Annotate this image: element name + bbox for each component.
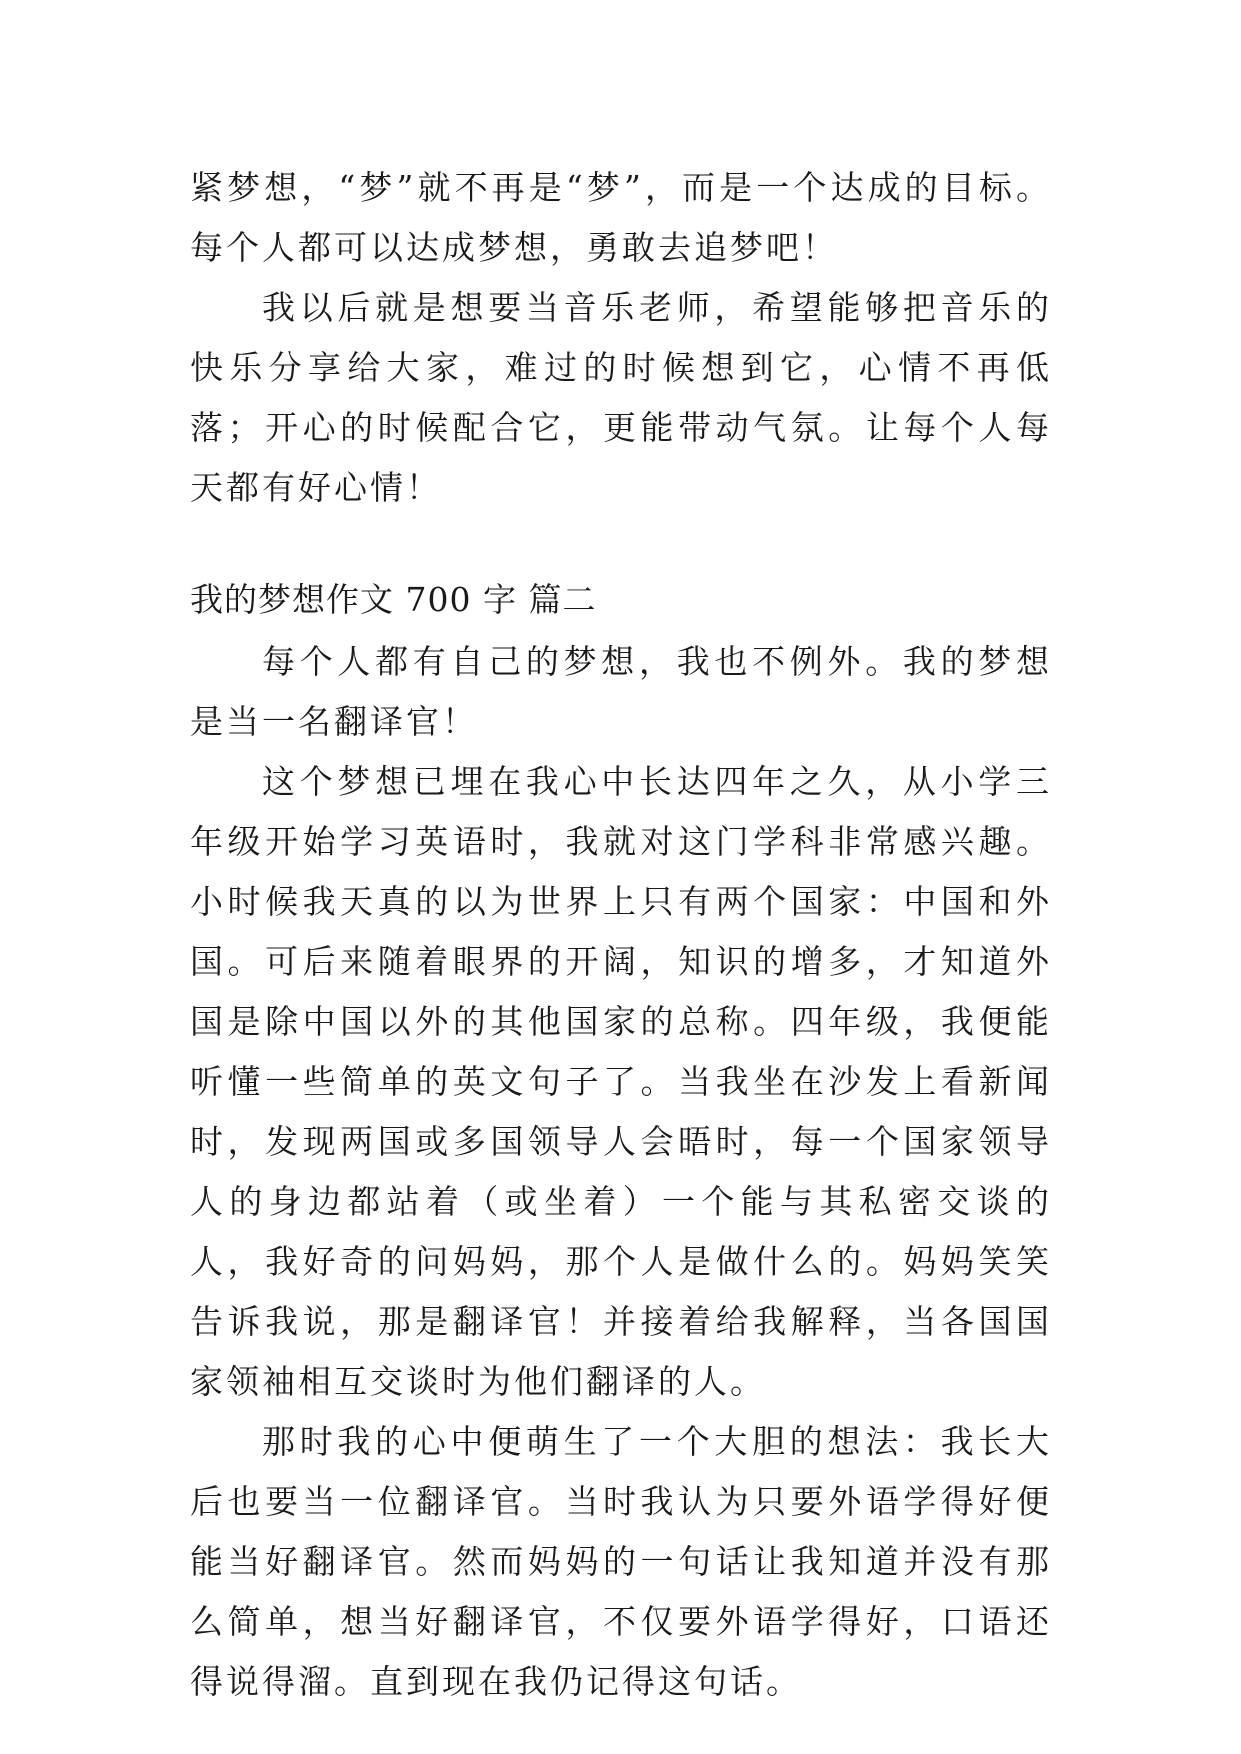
section-title: 我的梦想作文 700 字 篇二 [190, 580, 597, 619]
paragraph-intro: 每个人都有自己的梦想，我也不例外。我的梦想是当一名翻译官！ [190, 642, 1052, 741]
document-body [190, 158, 1052, 1712]
paragraph-music-teacher: 我以后就是想要当音乐老师，希望能够把音乐的快乐分享给大家，难过的时候想到它，心情不再低落；开心的时候配合它，更能带动气氛。让每个人每天都有好心情！ [190, 288, 1052, 507]
paragraph-decision: 那时我的心中便萌生了一个大胆的想法：我长大后也要当一位翻译官。当时我认为只要外语学得好便能当好翻译官。然而妈妈的一句话让我知道并没有那么简单，想当好翻译官，不仅要外语学得好，口语还得说得溜。直到现在我仍记得这句话。 [190, 1422, 1052, 1701]
paragraph-continuation: 紧梦想，“梦”就不再是“梦”，而是一个达成的目标。每个人都可以达成梦想，勇敢去追梦吧！ [190, 168, 1052, 267]
paragraph-dream-origin: 这个梦想已埋在我心中长达四年之久，从小学三年级开始学习英语时，我就对这门学科非常感兴趣。小时候我天真的以为世界上只有两个国家：中国和外国。可后来随着眼界的开阔，知识的增多，才知道外国是除中国以外的其他国家的总称。四年级，我便能听懂一些简单的英文句子了。当我坐在沙发上看新闻时，发现两国或多国领导人会晤时，每一个国家领导人的身边都站着（或坐着）一个能与其私密交谈的人，我好奇的问妈妈，那个人是做什么的。妈妈笑笑告诉我说，那是翻译官！并接着给我解释，当各国国家领袖相互交谈时为他们翻译的人。 [190, 762, 1052, 1401]
